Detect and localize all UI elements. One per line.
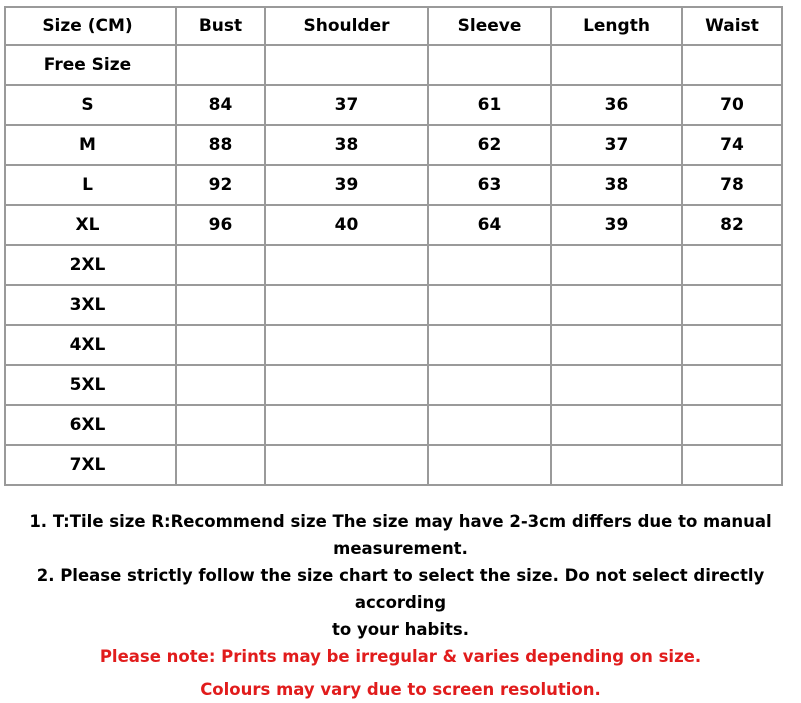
cell-size: M bbox=[5, 125, 176, 165]
cell-sleeve: 63 bbox=[428, 165, 551, 205]
table-row bbox=[5, 125, 782, 165]
cell-size: 5XL bbox=[5, 365, 176, 405]
cell-waist: 74 bbox=[682, 125, 782, 165]
cell-waist bbox=[682, 45, 782, 85]
warning-colours: Colours may vary due to screen resolution. bbox=[200, 680, 601, 699]
cell-sleeve bbox=[428, 325, 551, 365]
cell-waist: 82 bbox=[682, 205, 782, 245]
cell-bust: 96 bbox=[176, 205, 265, 245]
cell-waist: 78 bbox=[682, 165, 782, 205]
cell-shoulder: 38 bbox=[265, 125, 428, 165]
table-header-row bbox=[5, 7, 782, 45]
cell-bust: 84 bbox=[176, 85, 265, 125]
cell-size: XL bbox=[5, 205, 176, 245]
table-row bbox=[5, 445, 782, 485]
table-row bbox=[5, 205, 782, 245]
cell-shoulder: 37 bbox=[265, 85, 428, 125]
cell-bust bbox=[176, 325, 265, 365]
cell-sleeve: 62 bbox=[428, 125, 551, 165]
cell-waist bbox=[682, 365, 782, 405]
note-1-line-1: 1. T:Tile size R:Recommend size The size may have 2-3cm differs due to manual bbox=[29, 512, 772, 531]
cell-sleeve bbox=[428, 245, 551, 285]
cell-sleeve bbox=[428, 45, 551, 85]
cell-bust bbox=[176, 365, 265, 405]
cell-length: 37 bbox=[551, 125, 682, 165]
table-body bbox=[5, 45, 782, 485]
header-length: Length bbox=[551, 7, 682, 45]
cell-length: 39 bbox=[551, 205, 682, 245]
cell-bust: 92 bbox=[176, 165, 265, 205]
header-shoulder: Shoulder bbox=[265, 7, 428, 45]
note-2-line-1: 2. Please strictly follow the size chart to select the size. Do not select directly according bbox=[36, 566, 765, 612]
size-chart-table bbox=[4, 6, 783, 486]
header-waist: Waist bbox=[682, 7, 782, 45]
table-row bbox=[5, 285, 782, 325]
cell-size: 6XL bbox=[5, 405, 176, 445]
header-size: Size (CM) bbox=[5, 7, 176, 45]
cell-length bbox=[551, 245, 682, 285]
cell-size: 2XL bbox=[5, 245, 176, 285]
cell-waist bbox=[682, 245, 782, 285]
cell-size: Free Size bbox=[5, 45, 176, 85]
table-row bbox=[5, 85, 782, 125]
cell-waist: 70 bbox=[682, 85, 782, 125]
table-row bbox=[5, 325, 782, 365]
cell-bust bbox=[176, 445, 265, 485]
table-row bbox=[5, 45, 782, 85]
cell-length bbox=[551, 325, 682, 365]
cell-size: 3XL bbox=[5, 285, 176, 325]
cell-shoulder: 39 bbox=[265, 165, 428, 205]
table-row bbox=[5, 165, 782, 205]
cell-sleeve bbox=[428, 405, 551, 445]
cell-bust: 88 bbox=[176, 125, 265, 165]
cell-bust bbox=[176, 285, 265, 325]
header-bust: Bust bbox=[176, 7, 265, 45]
cell-waist bbox=[682, 285, 782, 325]
cell-length bbox=[551, 285, 682, 325]
cell-shoulder bbox=[265, 365, 428, 405]
cell-size: 4XL bbox=[5, 325, 176, 365]
cell-size: L bbox=[5, 165, 176, 205]
cell-sleeve: 61 bbox=[428, 85, 551, 125]
cell-shoulder bbox=[265, 325, 428, 365]
cell-sleeve bbox=[428, 445, 551, 485]
cell-waist bbox=[682, 405, 782, 445]
cell-shoulder: 40 bbox=[265, 205, 428, 245]
warning-prints: Please note: Prints may be irregular & varies depending on size. bbox=[99, 647, 702, 666]
note-1-line-2: measurement. bbox=[333, 539, 468, 558]
table-row bbox=[5, 405, 782, 445]
table-row bbox=[5, 365, 782, 405]
header-sleeve: Sleeve bbox=[428, 7, 551, 45]
cell-bust bbox=[176, 45, 265, 85]
cell-shoulder bbox=[265, 45, 428, 85]
cell-waist bbox=[682, 445, 782, 485]
cell-length: 36 bbox=[551, 85, 682, 125]
cell-size: S bbox=[5, 85, 176, 125]
cell-bust bbox=[176, 405, 265, 445]
cell-waist bbox=[682, 325, 782, 365]
cell-shoulder bbox=[265, 445, 428, 485]
cell-sleeve: 64 bbox=[428, 205, 551, 245]
cell-length: 38 bbox=[551, 165, 682, 205]
cell-length bbox=[551, 365, 682, 405]
cell-length bbox=[551, 445, 682, 485]
cell-bust bbox=[176, 245, 265, 285]
note-2-line-2: to your habits. bbox=[331, 620, 469, 639]
cell-size: 7XL bbox=[5, 445, 176, 485]
cell-shoulder bbox=[265, 405, 428, 445]
cell-length bbox=[551, 45, 682, 85]
table-row bbox=[5, 245, 782, 285]
cell-sleeve bbox=[428, 285, 551, 325]
cell-shoulder bbox=[265, 285, 428, 325]
cell-sleeve bbox=[428, 365, 551, 405]
cell-length bbox=[551, 405, 682, 445]
cell-shoulder bbox=[265, 245, 428, 285]
